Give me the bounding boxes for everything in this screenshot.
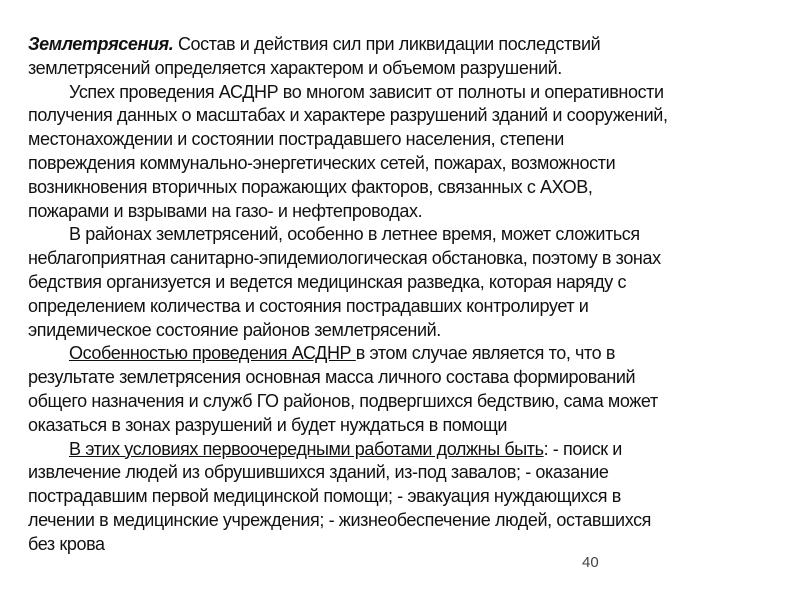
text-segment: в этом случае является то, что в [355, 343, 616, 364]
text-line: Успех проведения АСДНР во многом зависит от полноты и оперативности [69, 81, 664, 102]
text-line: бедствия организуется и ведется медицинская разведка, которая наряду с [28, 271, 627, 292]
text-line [28, 342, 788, 366]
text-line: В районах землетрясений, особенно в летнее время, может сложиться [69, 224, 640, 245]
slide-body-text [28, 33, 788, 557]
text-line: без крова [28, 533, 105, 554]
heading-earthquakes: Землетрясения. [28, 34, 174, 54]
text-line [28, 33, 788, 57]
text-segment: Состав и действия сил при ликвидации последствий [173, 34, 601, 54]
text-line: извлечение людей из обрушившихся зданий, из-под завалов; - оказание [28, 462, 609, 483]
text-line: результате землетрясения основная масса личного состава формирований [28, 367, 636, 388]
underlined-phrase: Особенностью проведения АСДНР [69, 343, 356, 364]
text-segment: : - поиск и [543, 438, 622, 459]
text-line: получения данных о масштабах и характере разрушений зданий и сооружений, [28, 105, 668, 126]
text-line: эпидемическое состояние районов землетрясений. [28, 319, 441, 340]
text-line: неблагоприятная санитарно-эпидемиологическая обстановка, поэтому в зонах [28, 248, 661, 269]
text-line: возникновения вторичных поражающих факторов, связанных с АХОВ, [28, 176, 593, 197]
page-number: 40 [582, 554, 599, 571]
text-line [28, 438, 788, 462]
text-line: повреждения коммунально-энергетических сетей, пожарах, возможности [28, 152, 616, 173]
text-line: определением количества и состояния пострадавших контролирует и [28, 295, 589, 316]
text-line: землетрясений определяется характером и объемом разрушений. [28, 57, 562, 78]
text-line: пожарами и взрывами на газо- и нефтепроводах. [28, 200, 423, 221]
text-line: оказаться в зонах разрушений и будет нуждаться в помощи [28, 414, 508, 435]
text-line: пострадавшим первой медицинской помощи; - эвакуация нуждающихся в [28, 486, 621, 507]
underlined-phrase: В этих условиях первоочередными работами должны быть [69, 438, 544, 459]
text-line: лечении в медицинские учреждения; - жизнеобеспечение людей, оставшихся [28, 509, 652, 530]
text-line: общего назначения и служб ГО районов, подвергшихся бедствию, сама может [28, 390, 658, 411]
text-line: местонахождении и состоянии пострадавшего населения, степени [28, 129, 564, 150]
